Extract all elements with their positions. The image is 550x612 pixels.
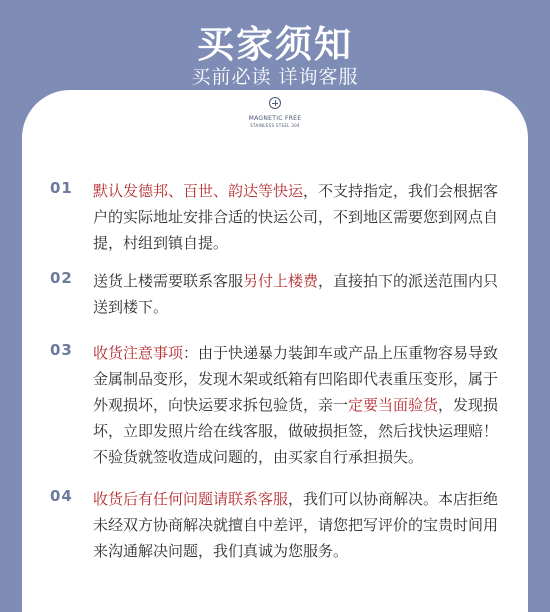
note-number: 01 xyxy=(50,179,73,197)
note-seg: 定要当面验货 xyxy=(348,396,439,414)
note-text xyxy=(93,178,510,256)
note-seg: ，我们可以协商解决。本店拒绝未经双方协商解决就擅自中差评，请您把写评价的宝贵时间用来沟通解决问题，我们真诚为您服务。 xyxy=(93,490,499,560)
note-number: 03 xyxy=(50,341,73,359)
note-seg: 收货后有任何问题请联系客服 xyxy=(93,490,289,508)
header xyxy=(0,0,550,100)
page-subtitle: 买前必读 详询客服 xyxy=(191,66,359,88)
note-seg: ，不支持指定，我们会根据客户的实际地址安排合适的快运公司，不到地区需要您到网点自提，村组到镇自提。 xyxy=(93,182,499,252)
plus-circle-icon xyxy=(269,97,281,109)
note-seg: 另付上楼费 xyxy=(243,272,319,290)
note-seg: ：由于快递暴力装卸车或产品上压重物容易导致金属制品变形，发现木架或纸箱有凹陷即代表重压变形，属于外观损坏，向快运要求拆包验货，亲一 xyxy=(93,344,499,414)
notice-card xyxy=(22,90,528,612)
note-seg: ，直接拍下的派送范围内只送到楼下。 xyxy=(93,272,499,316)
note-seg: 送货上楼需要联系客服 xyxy=(93,272,244,290)
note-text xyxy=(93,340,510,470)
brand-badge xyxy=(22,94,528,128)
note-seg: 收货注意事项 xyxy=(93,344,184,362)
page-title: 买家须知 xyxy=(197,23,353,66)
note-seg: 默认发德邦、百世、韵达等快运 xyxy=(93,182,304,200)
badge-line2: STAINLESS STEEL 304 xyxy=(250,123,300,128)
badge-line1: MAGNETIC FREE xyxy=(248,115,302,122)
note-number: 04 xyxy=(50,487,73,505)
note-seg: ，发现损坏，立即发照片给在线客服，做破损拒签，然后找快运理赔！不验货就签收造成问题的，由买家自行承担损失。 xyxy=(93,396,499,466)
note-text xyxy=(93,486,510,564)
note-text xyxy=(93,268,510,320)
note-number: 02 xyxy=(50,269,73,287)
